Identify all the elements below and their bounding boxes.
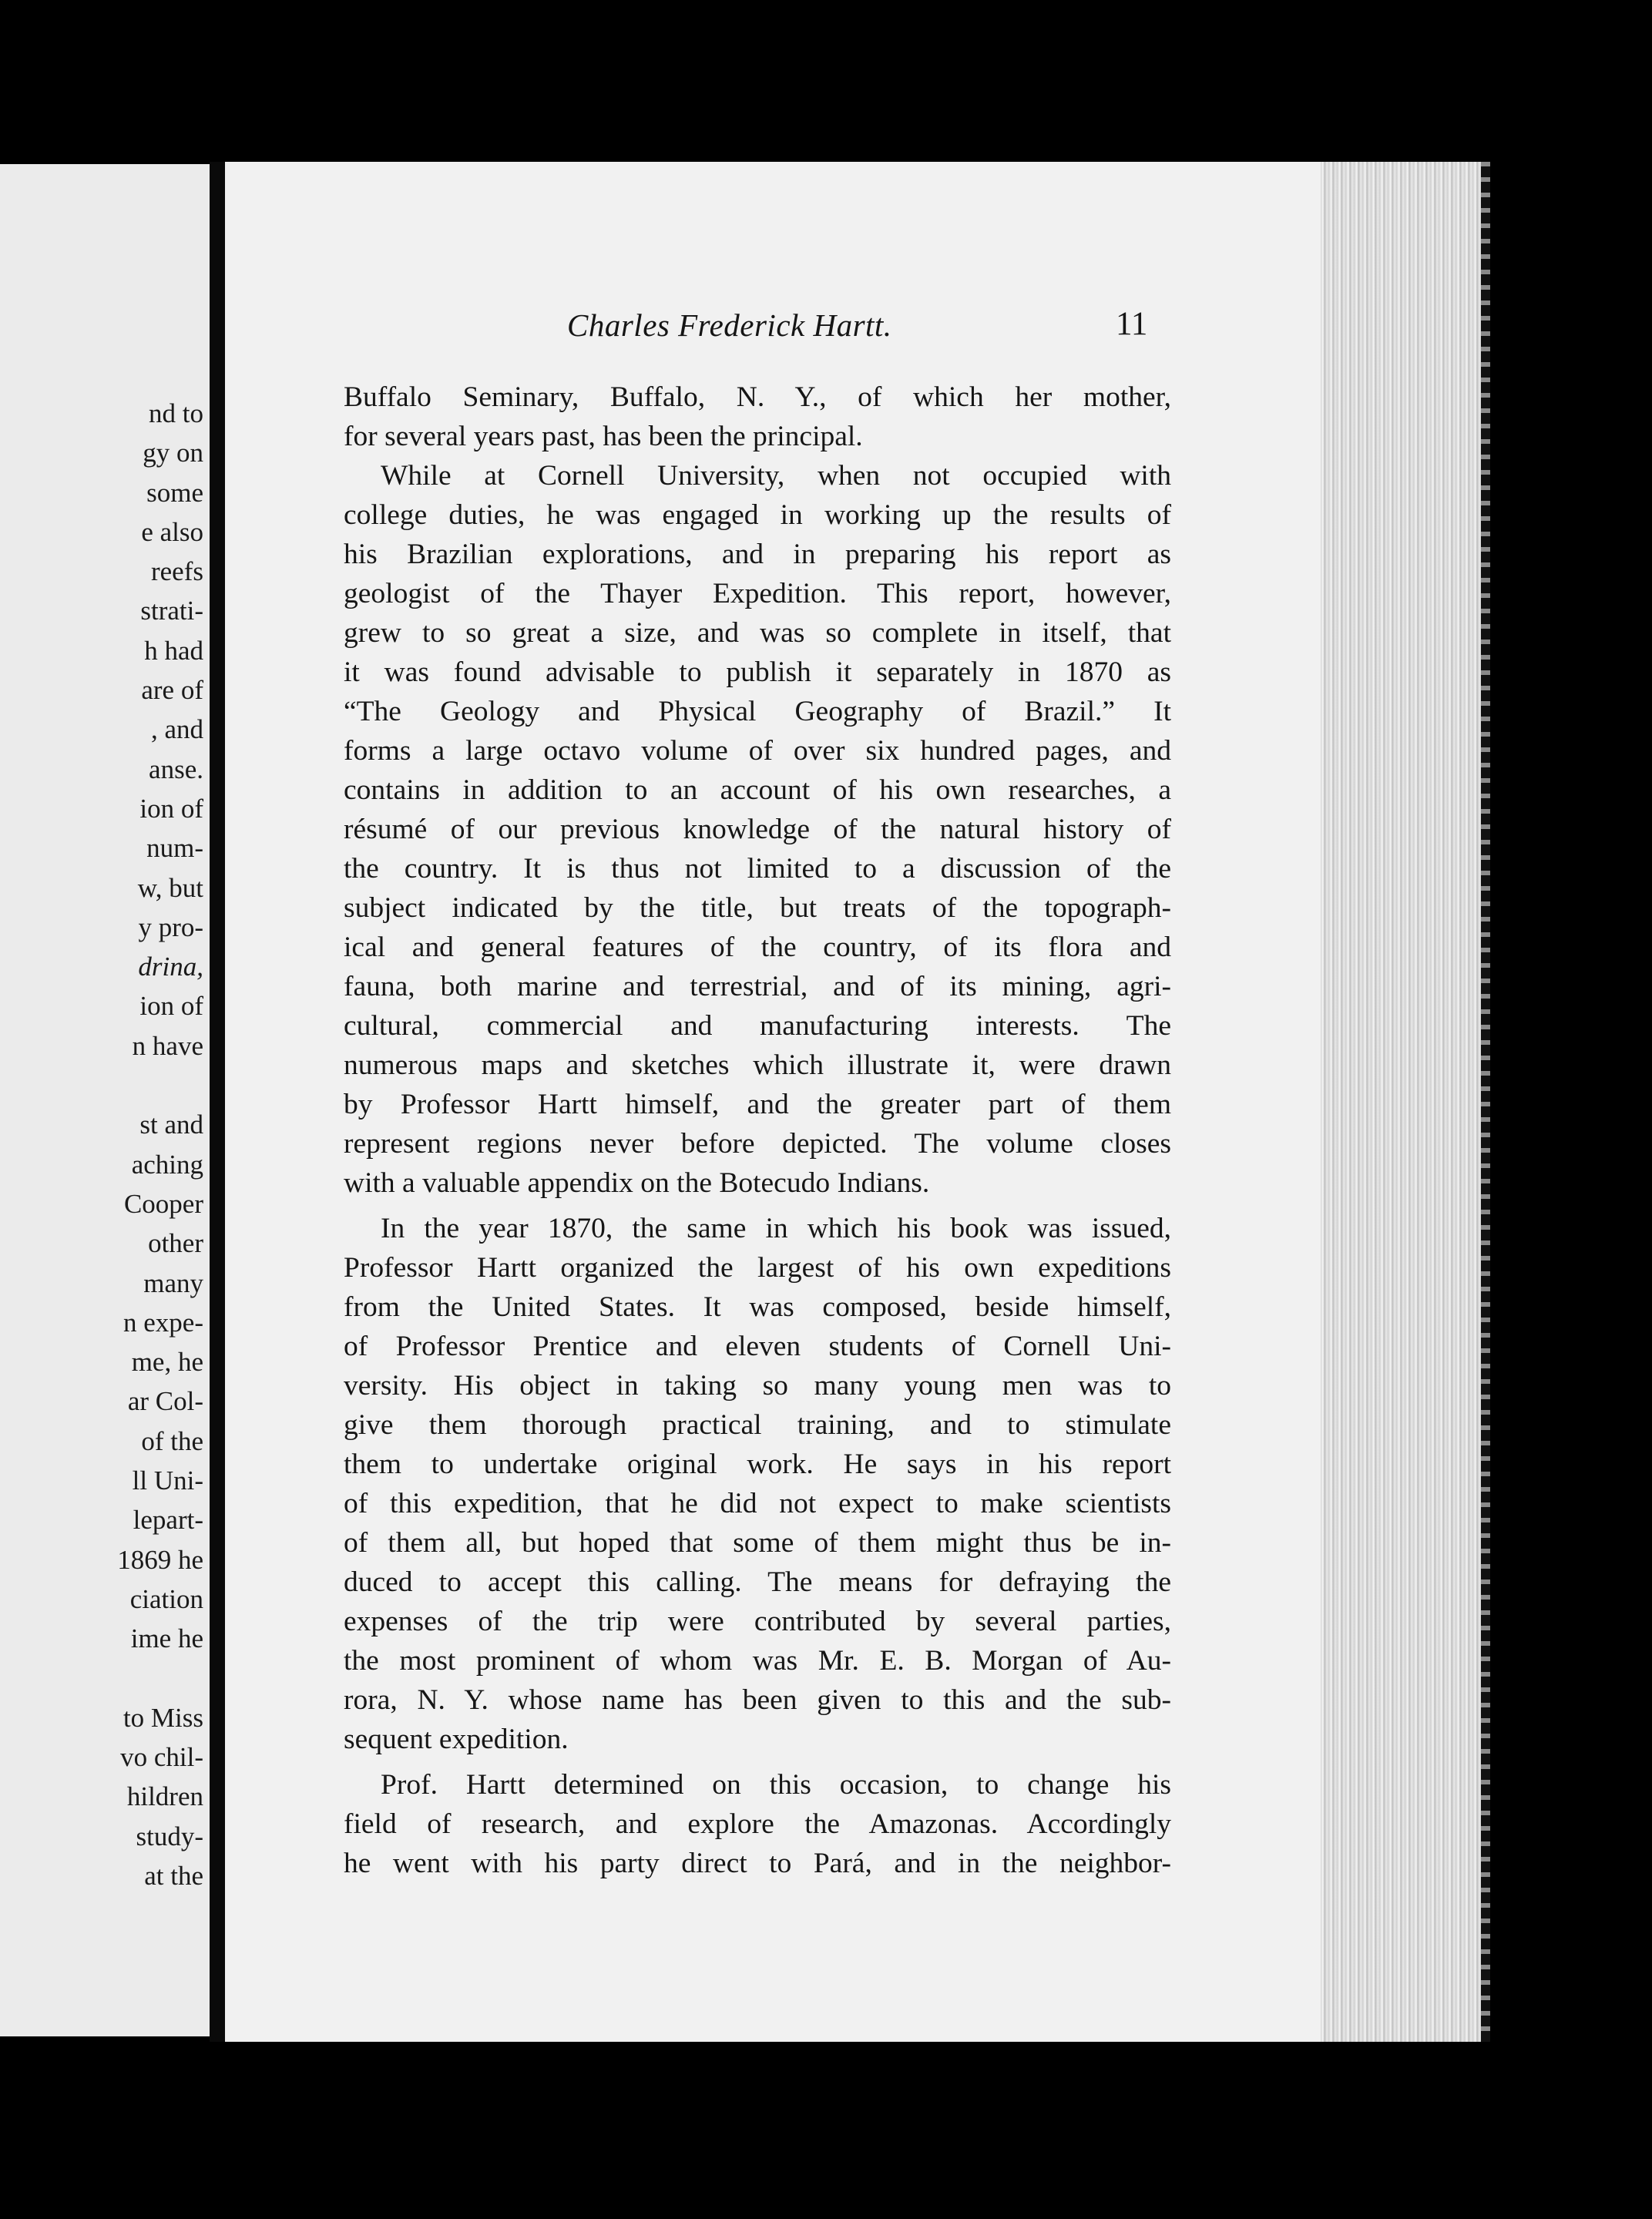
left-line: , and bbox=[150, 714, 203, 745]
text-line: he went with his party direct to Pará, and in the neighbor- bbox=[344, 1848, 1171, 1879]
paragraph-gap bbox=[344, 1203, 1171, 1209]
text-line: geologist of the Thayer Expedition. This report, however, bbox=[344, 578, 1171, 609]
left-line: strati- bbox=[140, 596, 203, 626]
left-line: 1869 he bbox=[117, 1544, 203, 1575]
text-line: college duties, he was engaged in working up the results of bbox=[344, 499, 1171, 531]
text-line: it was found advisable to publish it separately in 1870 as bbox=[344, 656, 1171, 688]
left-line: reefs bbox=[150, 556, 203, 587]
running-head: Charles Frederick Hartt. bbox=[567, 307, 892, 343]
text-line: Prof. Hartt determined on this occasion, to change his bbox=[381, 1769, 1171, 1801]
left-line: y pro- bbox=[138, 911, 203, 942]
left-line: drina, bbox=[138, 952, 203, 982]
left-line: Cooper bbox=[123, 1188, 203, 1219]
left-line: st and bbox=[139, 1110, 203, 1140]
text-line: résumé of our previous knowledge of the natural history of bbox=[344, 814, 1171, 845]
text-line: forms a large octavo volume of over six hundred pages, and bbox=[344, 735, 1171, 767]
text-line: the most prominent of whom was Mr. E. B. Morgan of Au- bbox=[344, 1645, 1171, 1677]
book-gutter bbox=[210, 162, 225, 2042]
text-line: his Brazilian explorations, and in preparing his report as bbox=[344, 539, 1171, 570]
left-line: n have bbox=[132, 1030, 203, 1061]
page-number: 11 bbox=[1116, 306, 1148, 342]
left-line: vo chil- bbox=[120, 1742, 203, 1773]
text-line: While at Cornell University, when not occupied with bbox=[381, 460, 1171, 492]
left-line: me, he bbox=[131, 1347, 203, 1378]
text-line: grew to so great a size, and was so complete in itself, that bbox=[344, 617, 1171, 649]
left-line: ll Uni- bbox=[132, 1465, 203, 1496]
text-line: of Professor Prentice and eleven students of Cornell Uni- bbox=[344, 1331, 1171, 1362]
left-page-text bbox=[117, 394, 203, 1895]
text-line: of them all, but hoped that some of them might thus be in- bbox=[344, 1527, 1171, 1559]
text-line: by Professor Hartt himself, and the greater part of them bbox=[344, 1089, 1171, 1120]
text-line: sequent expedition. bbox=[344, 1724, 569, 1755]
text-line: “The Geology and Physical Geography of Brazil.” It bbox=[344, 696, 1171, 727]
text-line: field of research, and explore the Amazonas. Accordingly bbox=[344, 1808, 1171, 1840]
text-line: numerous maps and sketches which illustrate it, were drawn bbox=[344, 1049, 1171, 1081]
text-line: fauna, both marine and terrestrial, and of its mining, agri- bbox=[344, 971, 1171, 1002]
text-line: represent regions never before depicted. The volume closes bbox=[344, 1128, 1171, 1160]
text-line: Buffalo Seminary, Buffalo, N. Y., of which her mother, bbox=[344, 381, 1171, 413]
left-line: ion of bbox=[139, 991, 203, 1022]
left-line: at the bbox=[144, 1860, 203, 1891]
text-line: give them thorough practical training, and to stimulate bbox=[344, 1409, 1171, 1441]
page-edges bbox=[1321, 162, 1489, 2042]
left-line: nd to bbox=[149, 398, 203, 428]
text-line: rora, N. Y. whose name has been given to this and the sub- bbox=[344, 1684, 1171, 1716]
text-line: contains in addition to an account of his own researches, a bbox=[344, 774, 1171, 806]
left-line: to Miss bbox=[123, 1702, 203, 1733]
left-line: h had bbox=[144, 635, 203, 666]
text-line: expenses of the trip were contributed by several parties, bbox=[344, 1606, 1171, 1637]
left-line: many bbox=[143, 1267, 203, 1298]
left-line: w, but bbox=[137, 872, 203, 903]
text-line: cultural, commercial and manufacturing interests. The bbox=[344, 1010, 1171, 1042]
left-line-gap bbox=[117, 1066, 203, 1105]
text-line: from the United States. It was composed, beside himself, bbox=[344, 1291, 1171, 1323]
left-line: are of bbox=[141, 675, 203, 706]
left-line: num- bbox=[146, 833, 203, 864]
paragraph-gap bbox=[344, 1759, 1171, 1765]
left-line: aching bbox=[131, 1149, 203, 1180]
body-text bbox=[344, 378, 1171, 1883]
left-line-gap bbox=[117, 1659, 203, 1698]
left-line: e also bbox=[141, 516, 203, 547]
left-line: study- bbox=[136, 1821, 203, 1851]
book-binding bbox=[1481, 162, 1490, 2042]
text-line: duced to accept this calling. The means for defraying the bbox=[344, 1566, 1171, 1598]
left-line: anse. bbox=[149, 754, 203, 784]
left-line: gy on bbox=[143, 438, 203, 468]
text-line: for several years past, has been the principal. bbox=[344, 421, 863, 452]
left-line: hildren bbox=[126, 1781, 203, 1812]
left-line: ar Col- bbox=[127, 1386, 203, 1417]
left-line: ime he bbox=[130, 1623, 203, 1654]
left-facing-page bbox=[0, 164, 223, 2036]
left-line: of the bbox=[141, 1425, 203, 1456]
left-line: n expe- bbox=[123, 1307, 203, 1338]
text-line: In the year 1870, the same in which his book was issued, bbox=[381, 1213, 1171, 1244]
text-line: ical and general features of the country, of its flora and bbox=[344, 932, 1171, 963]
left-line: ciation bbox=[129, 1583, 203, 1614]
left-line: some bbox=[146, 477, 203, 508]
text-line: Professor Hartt organized the largest of his own expeditions bbox=[344, 1252, 1171, 1284]
text-line: with a valuable appendix on the Botecudo Indians. bbox=[344, 1167, 930, 1199]
left-line: other bbox=[148, 1228, 203, 1259]
text-line: the country. It is thus not limited to a discussion of the bbox=[344, 853, 1171, 885]
text-line: subject indicated by the title, but treats of the topograph- bbox=[344, 892, 1171, 924]
text-line: versity. His object in taking so many young men was to bbox=[344, 1370, 1171, 1402]
left-line: lepart- bbox=[133, 1505, 203, 1536]
text-line: them to undertake original work. He says in his report bbox=[344, 1449, 1171, 1480]
left-line: ion of bbox=[139, 793, 203, 824]
text-line: of this expedition, that he did not expect to make scientists bbox=[344, 1488, 1171, 1519]
